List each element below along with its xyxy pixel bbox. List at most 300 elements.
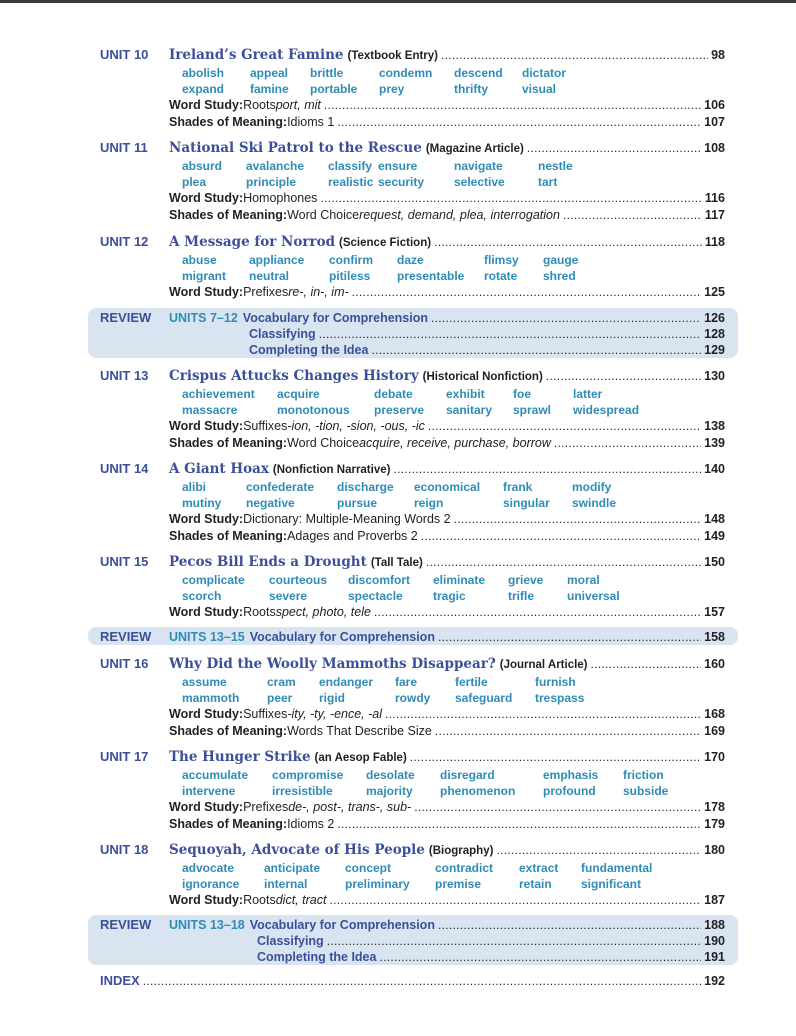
subsection-entry (169, 285, 725, 302)
dot-leader (435, 724, 701, 738)
dot-leader (327, 934, 701, 948)
page-number: 192 (704, 974, 725, 988)
page-number: 168 (704, 707, 725, 721)
subsection-label: Word Study: (169, 893, 244, 907)
vocabulary-word: extract (519, 861, 559, 875)
subsection-entry (169, 512, 725, 529)
dot-leader (554, 436, 701, 450)
unit-title: Sequoyah, Advocate of His People (169, 842, 425, 858)
page-number: 191 (704, 950, 725, 964)
vocabulary-word: exhibit (446, 387, 485, 401)
subsection-label: Word Study: (169, 707, 244, 721)
dot-leader (329, 893, 701, 907)
vocabulary-word: thrifty (454, 82, 488, 96)
dot-leader (421, 529, 701, 543)
vocabulary-word: furnish (535, 675, 576, 689)
vocabulary-word: confederate (246, 480, 315, 494)
vocabulary-word: majority (366, 784, 413, 798)
vocabulary-word: cram (267, 675, 296, 689)
vocabulary-word: sprawl (513, 403, 552, 417)
vocabulary-word: rigid (319, 691, 345, 705)
vocabulary-word: mammoth (182, 691, 240, 705)
review-subsection (249, 327, 725, 344)
vocabulary-word: assume (182, 675, 227, 689)
dot-leader (434, 235, 702, 249)
review-subsection-title: Completing the Idea (257, 950, 377, 964)
vocabulary-word: presentable (397, 269, 465, 283)
vocabulary-word: ensure (378, 159, 418, 173)
vocabulary-word: accumulate (182, 768, 249, 782)
vocabulary-word: alibi (182, 480, 207, 494)
subsection-text: Roots (243, 98, 276, 112)
unit-title: Why Did the Woolly Mammoths Disappear? (169, 656, 496, 672)
vocabulary-row (182, 877, 702, 893)
vocabulary-word: peer (267, 691, 293, 705)
subsection-label: Shades of Meaning: (169, 115, 288, 129)
unit-number: UNIT 15 (100, 554, 149, 569)
vocabulary-word: migrant (182, 269, 227, 283)
vocabulary-row (182, 768, 702, 784)
unit-number: UNIT 18 (100, 842, 149, 857)
vocabulary-word: realistic (328, 175, 374, 189)
vocabulary-word: discomfort (348, 573, 411, 587)
page-number: 150 (704, 555, 725, 569)
vocabulary-word: confirm (329, 253, 374, 267)
subsection-text: Idioms 2 (287, 817, 335, 831)
vocabulary-word: mutiny (182, 496, 222, 510)
page-number: 98 (711, 48, 725, 62)
vocabulary-word: tart (538, 175, 558, 189)
vocabulary-word: premise (435, 877, 482, 891)
subsection-entry (169, 707, 725, 724)
page-number: 138 (704, 419, 725, 433)
subsection-text: Roots (243, 605, 276, 619)
review-label: REVIEW (100, 917, 152, 932)
subsection-text: Prefixes (243, 285, 289, 299)
vocabulary-row (182, 403, 702, 419)
unit-heading (100, 842, 725, 859)
subsection-label: Word Study: (169, 512, 244, 526)
subsection-text: Word Choice (287, 208, 360, 222)
vocabulary-row (182, 480, 702, 496)
vocabulary-word: sanitary (446, 403, 493, 417)
dot-leader (428, 419, 701, 433)
vocabulary-word: widespread (573, 403, 640, 417)
vocabulary-word: prey (379, 82, 405, 96)
review-title: Vocabulary for Comprehension (249, 918, 435, 932)
dot-leader (337, 817, 701, 831)
vocabulary-row (182, 691, 702, 707)
vocabulary-word: portable (310, 82, 358, 96)
review-heading (100, 917, 725, 934)
unit-heading (100, 47, 725, 64)
dot-leader (393, 462, 701, 476)
review-heading (100, 310, 725, 327)
vocabulary-word: compromise (272, 768, 344, 782)
subsection-text: Suffixes (243, 419, 288, 433)
dot-leader (546, 369, 701, 383)
vocabulary-word: moral (567, 573, 600, 587)
vocabulary-word: flimsy (484, 253, 519, 267)
subsection-label: Shades of Meaning: (169, 817, 288, 831)
page-number: 128 (704, 327, 725, 341)
review-title: Vocabulary for Comprehension (249, 630, 435, 644)
unit-genre: (Science Fiction) (339, 237, 432, 249)
subsection-entry (169, 115, 725, 132)
dot-leader (143, 974, 701, 988)
page-number: 107 (704, 115, 725, 129)
vocabulary-word: phenomenon (440, 784, 516, 798)
unit-number: UNIT 11 (100, 140, 148, 155)
page-number: 148 (704, 512, 725, 526)
unit-number: UNIT 14 (100, 461, 149, 476)
review-subsection-title: Classifying (257, 934, 324, 948)
dot-leader (371, 343, 701, 357)
dot-leader (352, 285, 701, 299)
dot-leader (410, 750, 701, 764)
vocabulary-word: latter (573, 387, 603, 401)
subsection-label: Word Study: (169, 98, 244, 112)
unit-title: A Giant Hoax (169, 461, 269, 477)
vocabulary-word: eliminate (433, 573, 486, 587)
vocabulary-row (182, 675, 702, 691)
vocabulary-word: ignorance (182, 877, 240, 891)
vocabulary-word: abolish (182, 66, 225, 80)
unit-title: A Message for Norrod (169, 234, 336, 250)
subsection-entry (169, 419, 725, 436)
review-subsection (257, 934, 725, 951)
vocabulary-word: condemn (379, 66, 433, 80)
page-number: 108 (704, 141, 725, 155)
review-units: UNITS 13–15 (169, 630, 245, 644)
vocabulary-word: anticipate (264, 861, 321, 875)
unit-title: The Hunger Strike (169, 749, 311, 765)
vocabulary-word: shred (543, 269, 576, 283)
page-number: 118 (704, 235, 725, 249)
vocabulary-word: expand (182, 82, 225, 96)
vocabulary-word: abuse (182, 253, 217, 267)
review-subsection-title: Completing the Idea (249, 343, 369, 357)
vocabulary-word: appliance (249, 253, 305, 267)
page-number: 190 (704, 934, 725, 948)
unit-heading (100, 554, 725, 571)
subsection-text: Words That Describe Size (287, 724, 432, 738)
unit-genre: (Magazine Article) (425, 143, 524, 155)
review-units: UNITS 13–18 (169, 918, 245, 932)
vocabulary-word: monotonous (277, 403, 350, 417)
page-number: 139 (704, 436, 725, 450)
unit-heading (100, 461, 725, 478)
vocabulary-row (182, 159, 702, 175)
review-heading (100, 629, 725, 646)
vocabulary-word: fare (395, 675, 418, 689)
vocabulary-word: tragic (433, 589, 466, 603)
subsection-entry (169, 208, 725, 225)
review-label: REVIEW (100, 310, 152, 325)
vocabulary-word: debate (374, 387, 413, 401)
vocabulary-word: disregard (440, 768, 495, 782)
dot-leader (441, 48, 708, 62)
unit-title: Crispus Attucks Changes History (169, 368, 419, 384)
subsection-italic: request, demand, plea, interrogation (359, 208, 560, 222)
subsection-text: Prefixes (243, 800, 289, 814)
vocabulary-word: frank (503, 480, 533, 494)
vocabulary-row (182, 573, 702, 589)
subsection-entry (169, 436, 725, 453)
top-border (0, 0, 796, 3)
unit-genre: (an Aesop Fable) (314, 752, 407, 764)
unit-title: Ireland’s Great Famine (169, 47, 344, 63)
subsection-text: Word Choice (287, 436, 360, 450)
vocabulary-word: economical (414, 480, 481, 494)
vocabulary-word: safeguard (455, 691, 513, 705)
page-number: 160 (704, 657, 725, 671)
vocabulary-word: grieve (508, 573, 544, 587)
vocabulary-word: emphasis (543, 768, 599, 782)
subsection-entry (169, 817, 725, 834)
subsection-text: Homophones (243, 191, 318, 205)
subsection-entry (169, 605, 725, 622)
vocabulary-word: daze (397, 253, 424, 267)
subsection-italic: re-, in-, im- (288, 285, 349, 299)
subsection-entry (169, 529, 725, 546)
subsection-italic: -ity, -ty, -ence, -al (287, 707, 383, 721)
page-number: 169 (704, 724, 725, 738)
subsection-label: Word Study: (169, 191, 244, 205)
unit-number: UNIT 17 (100, 749, 149, 764)
subsection-entry (169, 191, 725, 208)
subsection-label: Shades of Meaning: (169, 436, 288, 450)
vocabulary-row (182, 175, 702, 191)
dot-leader (379, 950, 701, 964)
subsection-text: Dictionary: Multiple-Meaning Words 2 (243, 512, 451, 526)
unit-heading (100, 749, 725, 766)
page-number: 158 (704, 630, 725, 644)
unit-title: National Ski Patrol to the Rescue (169, 140, 422, 156)
unit-heading (100, 140, 725, 157)
subsection-italic: de-, post-, trans-, sub- (288, 800, 412, 814)
dot-leader (337, 115, 701, 129)
subsection-text: Idioms 1 (287, 115, 335, 129)
vocabulary-word: foe (513, 387, 531, 401)
index-label: INDEX (100, 973, 140, 988)
vocabulary-word: internal (264, 877, 308, 891)
vocabulary-word: fundamental (581, 861, 653, 875)
subsection-entry (169, 98, 725, 115)
vocabulary-word: plea (182, 175, 207, 189)
subsection-italic: dict, tract (275, 893, 327, 907)
vocabulary-word: appeal (250, 66, 289, 80)
index-entry (100, 973, 725, 990)
vocabulary-word: swindle (572, 496, 617, 510)
page-number: 106 (704, 98, 725, 112)
page-number: 116 (704, 191, 725, 205)
page-number: 140 (704, 462, 725, 476)
vocabulary-word: preserve (374, 403, 425, 417)
vocabulary-word: desolate (366, 768, 415, 782)
vocabulary-word: selective (454, 175, 505, 189)
vocabulary-word: intervene (182, 784, 236, 798)
vocabulary-word: brittle (310, 66, 344, 80)
subsection-italic: port, mit (275, 98, 321, 112)
subsection-entry (169, 800, 725, 817)
vocabulary-word: classify (328, 159, 373, 173)
vocabulary-word: negative (246, 496, 295, 510)
page-number: 117 (704, 208, 725, 222)
review-subsection (249, 343, 725, 360)
subsection-text: Adages and Proverbs 2 (287, 529, 418, 543)
dot-leader (374, 605, 701, 619)
subsection-italic: -ion, -tion, -sion, -ous, -ic (287, 419, 425, 433)
vocabulary-word: preliminary (345, 877, 410, 891)
page-number: 170 (704, 750, 725, 764)
vocabulary-word: nestle (538, 159, 573, 173)
vocabulary-row (182, 861, 702, 877)
unit-genre: (Textbook Entry) (347, 50, 438, 62)
dot-leader (438, 918, 701, 932)
vocabulary-word: pursue (337, 496, 378, 510)
vocabulary-word: trespass (535, 691, 585, 705)
vocabulary-word: avalanche (246, 159, 305, 173)
unit-heading (100, 656, 725, 673)
unit-number: UNIT 16 (100, 656, 149, 671)
dot-leader (431, 311, 701, 325)
vocabulary-word: principle (246, 175, 297, 189)
dot-leader (324, 98, 701, 112)
vocabulary-word: spectacle (348, 589, 403, 603)
vocabulary-word: profound (543, 784, 596, 798)
unit-number: UNIT 13 (100, 368, 149, 383)
subsection-label: Shades of Meaning: (169, 208, 288, 222)
page-number: 129 (704, 343, 725, 357)
vocabulary-word: endanger (319, 675, 374, 689)
vocabulary-word: trifle (508, 589, 535, 603)
subsection-label: Word Study: (169, 800, 244, 814)
unit-genre: (Nonfiction Narrative) (272, 464, 391, 476)
vocabulary-word: pitiless (329, 269, 371, 283)
vocabulary-word: complicate (182, 573, 245, 587)
vocabulary-word: visual (522, 82, 557, 96)
dot-leader (319, 327, 701, 341)
unit-genre: (Historical Nonfiction) (422, 371, 543, 383)
vocabulary-word: rowdy (395, 691, 431, 705)
vocabulary-word: contradict (435, 861, 494, 875)
review-title: Vocabulary for Comprehension (242, 311, 428, 325)
page-number: 130 (704, 369, 725, 383)
unit-number: UNIT 12 (100, 234, 149, 249)
review-label: REVIEW (100, 629, 152, 644)
subsection-label: Shades of Meaning: (169, 529, 288, 543)
vocabulary-word: rotate (484, 269, 518, 283)
page-number: 149 (704, 529, 725, 543)
vocabulary-word: irresistible (272, 784, 333, 798)
page-number: 157 (704, 605, 725, 619)
vocabulary-word: security (378, 175, 425, 189)
vocabulary-word: absurd (182, 159, 223, 173)
unit-title: Pecos Bill Ends a Drought (169, 554, 367, 570)
dot-leader (563, 208, 702, 222)
review-units: UNITS 7–12 (169, 311, 238, 325)
vocabulary-word: concept (345, 861, 392, 875)
review-subsection (257, 950, 725, 967)
vocabulary-row (182, 66, 702, 82)
vocabulary-word: neutral (249, 269, 290, 283)
dot-leader (426, 555, 701, 569)
page-number: 187 (704, 893, 725, 907)
subsection-italic: spect, photo, tele (275, 605, 371, 619)
vocabulary-word: subside (623, 784, 669, 798)
subsection-label: Word Study: (169, 285, 244, 299)
vocabulary-row (182, 589, 702, 605)
unit-heading (100, 368, 725, 385)
dot-leader (454, 512, 702, 526)
unit-heading (100, 234, 725, 251)
unit-genre: (Biography) (428, 845, 494, 857)
vocabulary-word: reign (414, 496, 444, 510)
subsection-text: Suffixes (243, 707, 288, 721)
vocabulary-word: gauge (543, 253, 579, 267)
vocabulary-word: famine (250, 82, 289, 96)
subsection-label: Word Study: (169, 605, 244, 619)
unit-genre: (Tall Tale) (370, 557, 423, 569)
review-subsection-title: Classifying (249, 327, 316, 341)
dot-leader (438, 630, 701, 644)
page-number: 179 (704, 817, 725, 831)
vocabulary-row (182, 82, 702, 98)
vocabulary-word: modify (572, 480, 612, 494)
dot-leader (385, 707, 701, 721)
page-number: 125 (704, 285, 725, 299)
dot-leader (591, 657, 702, 671)
vocabulary-word: massacre (182, 403, 238, 417)
vocabulary-word: achievement (182, 387, 255, 401)
page-number: 180 (704, 843, 725, 857)
vocabulary-word: courteous (269, 573, 328, 587)
vocabulary-word: scorch (182, 589, 222, 603)
dot-leader (527, 141, 701, 155)
vocabulary-word: fertile (455, 675, 488, 689)
subsection-italic: acquire, receive, purchase, borrow (359, 436, 551, 450)
vocabulary-word: severe (269, 589, 308, 603)
subsection-text: Roots (243, 893, 276, 907)
subsection-entry (169, 893, 725, 910)
dot-leader (496, 843, 701, 857)
vocabulary-row (182, 784, 702, 800)
vocabulary-word: universal (567, 589, 620, 603)
vocabulary-word: retain (519, 877, 552, 891)
vocabulary-row (182, 253, 702, 269)
subsection-label: Word Study: (169, 419, 244, 433)
subsection-entry (169, 724, 725, 741)
unit-genre: (Journal Article) (499, 659, 588, 671)
vocabulary-word: dictator (522, 66, 567, 80)
page-number: 178 (704, 800, 725, 814)
vocabulary-word: friction (623, 768, 664, 782)
dot-leader (320, 191, 701, 205)
dot-leader (414, 800, 701, 814)
page-number: 126 (704, 311, 725, 325)
unit-number: UNIT 10 (100, 47, 149, 62)
vocabulary-word: navigate (454, 159, 503, 173)
vocabulary-word: advocate (182, 861, 235, 875)
vocabulary-row (182, 496, 702, 512)
vocabulary-word: singular (503, 496, 550, 510)
vocabulary-word: descend (454, 66, 503, 80)
vocabulary-row (182, 387, 702, 403)
vocabulary-word: discharge (337, 480, 394, 494)
page-number: 188 (704, 918, 725, 932)
vocabulary-word: significant (581, 877, 642, 891)
